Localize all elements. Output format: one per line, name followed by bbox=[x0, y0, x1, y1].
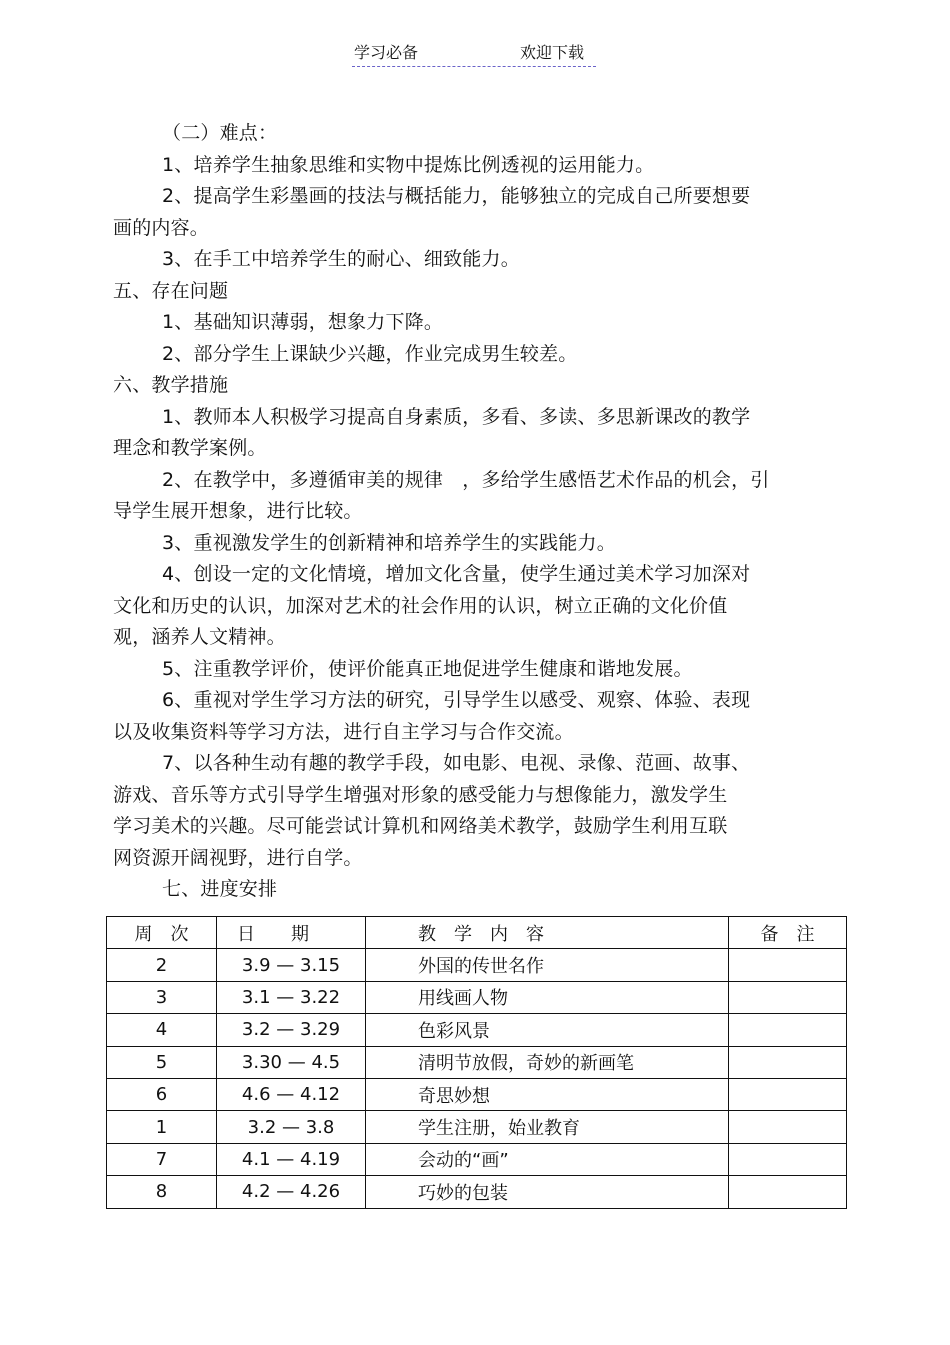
header-left-text: 学习必备 bbox=[354, 43, 419, 62]
cell-content: 会动的“画” bbox=[366, 1143, 729, 1175]
table-row bbox=[107, 949, 847, 981]
cell-week: 7 bbox=[107, 1143, 217, 1175]
document-body bbox=[113, 118, 833, 906]
paragraph-line: 1、教师本人积极学习提高自身素质，多看、多读、多思新课改的教学 bbox=[162, 405, 751, 428]
cell-date: 3.2 — 3.8 bbox=[217, 1111, 366, 1143]
paragraph-line: 4、创设一定的文化情境，增加文化含量，使学生通过美术学习加深对 bbox=[162, 563, 751, 585]
cell-date: 3.2 — 3.29 bbox=[217, 1014, 366, 1046]
table-row bbox=[107, 1143, 847, 1175]
paragraph-line: 观，涵养人文精神。 bbox=[113, 626, 286, 648]
table-row bbox=[107, 1014, 847, 1046]
cell-content: 奇思妙想 bbox=[366, 1078, 729, 1110]
table-row bbox=[107, 981, 847, 1013]
cell-note bbox=[729, 1111, 847, 1143]
paragraph-line: 七、进度安排 bbox=[162, 878, 278, 900]
paragraph-line: 5、注重教学评价，使评价能真正地促进学生健康和谐地发展。 bbox=[162, 657, 693, 680]
cell-note bbox=[729, 1078, 847, 1110]
cell-week: 4 bbox=[107, 1014, 217, 1046]
paragraph-line: 2、在教学中，多遵循审美的规律 ，多给学生感悟艺术作品的机会，引 bbox=[162, 468, 770, 491]
paragraph-line: 1、培养学生抽象思维和实物中提炼比例透视的运用能力。 bbox=[162, 153, 655, 176]
paragraph-line: 导学生展开想象，进行比较。 bbox=[113, 500, 363, 522]
schedule-table bbox=[106, 916, 847, 1209]
cell-week: 6 bbox=[107, 1078, 217, 1110]
cell-week: 1 bbox=[107, 1111, 217, 1143]
paragraph-line: 3、在手工中培养学生的耐心、细致能力。 bbox=[162, 248, 520, 270]
header-note: 备 注 bbox=[729, 917, 847, 949]
cell-date: 4.2 — 4.26 bbox=[217, 1176, 366, 1208]
cell-note bbox=[729, 1143, 847, 1175]
paragraph-line: 2、提高学生彩墨画的技法与概括能力，能够独立的完成自己所要想要 bbox=[162, 185, 751, 207]
paragraph-line: 1、基础知识薄弱，想象力下降。 bbox=[162, 311, 444, 333]
cell-note bbox=[729, 1176, 847, 1208]
table-body bbox=[107, 949, 847, 1208]
paragraph-line: 2、部分学生上课缺少兴趣，作业完成男生较差。 bbox=[162, 342, 578, 365]
paragraph-line: 画的内容。 bbox=[113, 216, 210, 239]
table-row bbox=[107, 1046, 847, 1078]
cell-date: 3.9 — 3.15 bbox=[217, 949, 366, 981]
table-row bbox=[107, 1111, 847, 1143]
paragraph-line: （二）难点： bbox=[162, 122, 278, 144]
cell-content: 色彩风景 bbox=[366, 1014, 729, 1046]
cell-note bbox=[729, 949, 847, 981]
paragraph-line: 网资源开阔视野，进行自学。 bbox=[113, 846, 363, 869]
paragraph-line: 6、重视对学生学习方法的研究，引导学生以感受、观察、体验、表现 bbox=[162, 689, 751, 711]
cell-week: 2 bbox=[107, 949, 217, 981]
paragraph-line: 以及收集资料等学习方法，进行自主学习与合作交流。 bbox=[113, 720, 574, 743]
cell-content: 学生注册，始业教育 bbox=[366, 1111, 729, 1143]
cell-content: 巧妙的包装 bbox=[366, 1176, 729, 1208]
paragraph-line: 3、重视激发学生的创新精神和培养学生的实践能力。 bbox=[162, 531, 616, 554]
header-week: 周 次 bbox=[107, 917, 217, 949]
paragraph-line: 六、教学措施 bbox=[113, 374, 229, 396]
cell-content: 用线画人物 bbox=[366, 981, 729, 1013]
paragraph-line: 7、以各种生动有趣的教学手段，如电影、电视、录像、范画、故事、 bbox=[162, 752, 751, 774]
cell-week: 5 bbox=[107, 1046, 217, 1078]
page-header bbox=[352, 40, 596, 67]
paragraph-line: 文化和历史的认识，加深对艺术的社会作用的认识，树立正确的文化价值 bbox=[113, 594, 728, 617]
cell-date: 4.6 — 4.12 bbox=[217, 1078, 366, 1110]
cell-week: 8 bbox=[107, 1176, 217, 1208]
cell-content: 清明节放假，奇妙的新画笔 bbox=[366, 1046, 729, 1078]
paragraph-line: 理念和教学案例。 bbox=[113, 437, 267, 459]
table-row bbox=[107, 1176, 847, 1208]
header-content: 教 学 内 容 bbox=[366, 917, 729, 949]
cell-note bbox=[729, 981, 847, 1013]
cell-content: 外国的传世名作 bbox=[366, 949, 729, 981]
cell-week: 3 bbox=[107, 981, 217, 1013]
table-header-row bbox=[107, 917, 847, 949]
cell-date: 3.30 — 4.5 bbox=[217, 1046, 366, 1078]
cell-note bbox=[729, 1046, 847, 1078]
paragraph-line: 游戏、音乐等方式引导学生增强对形象的感受能力与想像能力，激发学生 bbox=[113, 783, 728, 806]
header-date: 日 期 bbox=[217, 917, 366, 949]
paragraph-line: 学习美术的兴趣。尽可能尝试计算机和网络美术教学，鼓励学生利用互联 bbox=[113, 815, 728, 837]
cell-date: 4.1 — 4.19 bbox=[217, 1143, 366, 1175]
table-row bbox=[107, 1078, 847, 1110]
cell-date: 3.1 — 3.22 bbox=[217, 981, 366, 1013]
cell-note bbox=[729, 1014, 847, 1046]
header-right-text: 欢迎下载 bbox=[520, 43, 585, 62]
paragraph-line: 五、存在问题 bbox=[113, 279, 229, 302]
